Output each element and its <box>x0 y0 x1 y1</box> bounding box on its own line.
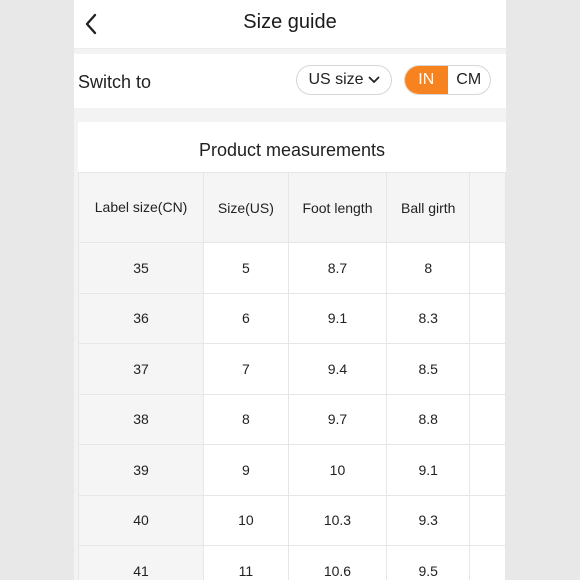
table-cell: 10.3 <box>288 495 386 546</box>
table-cell: 11 <box>204 546 289 580</box>
table-row <box>79 243 506 294</box>
size-system-dropdown[interactable] <box>296 65 392 95</box>
table-cell: 5 <box>204 243 289 294</box>
table-cell: 35 <box>79 243 204 294</box>
table-cell <box>470 495 506 546</box>
measurements-title: Product measurements <box>198 140 386 160</box>
header-bar <box>74 0 506 49</box>
table-cell <box>470 293 506 344</box>
table-cell: 9.7 <box>288 394 386 445</box>
column-header: Label size(CN) <box>79 173 204 243</box>
size-guide-screen <box>74 0 506 580</box>
table-cell: 9 <box>204 445 289 496</box>
table-cell: 37 <box>79 344 204 395</box>
table-cell: 9.1 <box>288 293 386 344</box>
table-cell: 8 <box>204 394 289 445</box>
table-cell <box>470 394 506 445</box>
table-cell: 10.6 <box>288 546 386 580</box>
table-cell: 41 <box>79 546 204 580</box>
unit-option-in[interactable]: IN <box>405 66 448 94</box>
table-row <box>79 394 506 445</box>
page-title: Size guide <box>243 11 337 33</box>
table-cell <box>470 243 506 294</box>
table-cell <box>470 344 506 395</box>
table-cell: 9.1 <box>387 445 470 496</box>
table-cell: 9.4 <box>288 344 386 395</box>
table-cell: 40 <box>79 495 204 546</box>
unit-switch-row <box>74 54 506 108</box>
table-cell: 10 <box>288 445 386 496</box>
measurements-table-scroll[interactable] <box>78 172 506 580</box>
measurements-card <box>78 122 506 580</box>
size-system-value: US size <box>308 71 364 88</box>
table-cell: 36 <box>79 293 204 344</box>
column-header <box>470 173 506 243</box>
table-cell: 39 <box>79 445 204 496</box>
table-cell: 9.3 <box>387 495 470 546</box>
table-cell: 38 <box>79 394 204 445</box>
measurements-table <box>78 172 506 580</box>
table-row <box>79 293 506 344</box>
table-cell: 8.5 <box>387 344 470 395</box>
table-cell: 8.7 <box>288 243 386 294</box>
table-cell: 10 <box>204 495 289 546</box>
table-cell: 9.5 <box>387 546 470 580</box>
column-header: Ball girth <box>387 173 470 243</box>
unit-option-cm[interactable]: CM <box>456 71 482 88</box>
table-cell: 6 <box>204 293 289 344</box>
chevron-down-icon <box>368 76 380 84</box>
table-row <box>79 445 506 496</box>
table-cell: 8.3 <box>387 293 470 344</box>
table-cell: 8.8 <box>387 394 470 445</box>
table-row <box>79 344 506 395</box>
column-header: Size(US) <box>204 173 289 243</box>
table-cell <box>470 445 506 496</box>
table-row <box>79 546 506 580</box>
table-cell: 8 <box>387 243 470 294</box>
table-cell <box>470 546 506 580</box>
unit-toggle <box>404 65 491 95</box>
table-row <box>79 495 506 546</box>
switch-label: Switch to <box>78 72 152 92</box>
table-cell: 7 <box>204 344 289 395</box>
table-header-row <box>79 173 506 243</box>
column-header: Foot length <box>288 173 386 243</box>
